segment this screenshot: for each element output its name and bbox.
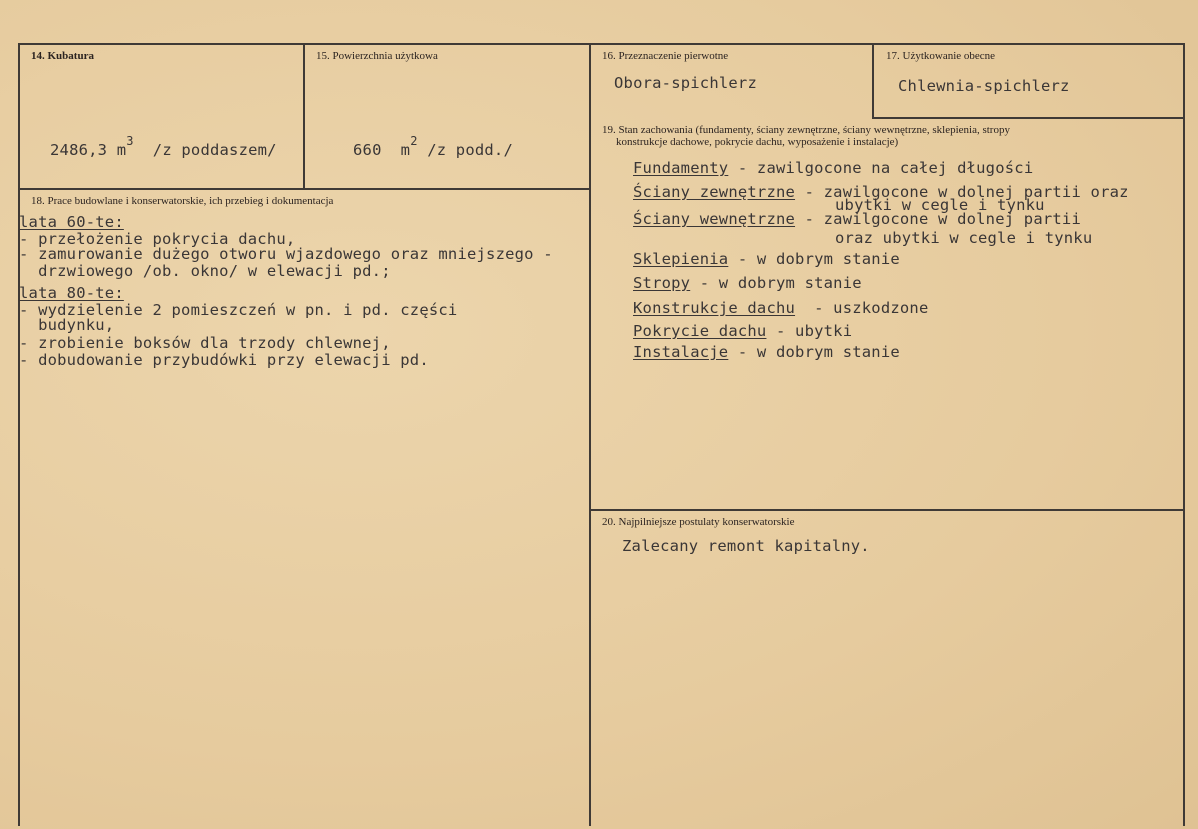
label-prace: 18. Prace budowlane i konserwatorskie, ich przebieg i dokumentacja [31, 195, 334, 207]
divider-19-20 [589, 509, 1183, 511]
prace-heading-80: lata 80-te: [19, 284, 124, 302]
label-powierzchnia: 15. Powierzchnia użytkowa [316, 50, 438, 62]
stan-sciany-wewnetrzne-cont: oraz ubytki w cegle i tynku [835, 229, 1093, 247]
label-uzytkowanie: 17. Użytkowanie obecne [886, 50, 996, 62]
prace-line: - zrobienie boksów dla trzody chlewnej, [19, 334, 391, 352]
stan-sciany-zewnetrzne-cont: ubytki w cegle i tynku [835, 196, 1045, 214]
divider-16-19 [872, 117, 1183, 119]
prace-line: - zamurowanie dużego otworu wjazdowego oraz mniejszego - [19, 245, 553, 263]
divider-14-18 [18, 188, 589, 190]
stan-instalacje: Instalacje - w dobrym stanie [633, 343, 900, 361]
kubatura-value: 2486,3 $m^3$ /z poddaszem/ [50, 134, 277, 159]
stan-fundamenty: Fundamenty - zawilgocone na całej długości [633, 159, 1034, 177]
top-border [18, 43, 1184, 45]
stan-sciany-wewnetrzne: Ściany wewnętrzne - zawilgocone w dolnej partii [633, 210, 1082, 228]
label-przeznaczenie: 16. Przeznaczenie pierwotne [602, 50, 729, 62]
label-stan-2: konstrukcje dachowe, pokrycie dachu, wyposażenie i instalacje) [616, 136, 899, 148]
center-divider [589, 43, 591, 826]
stan-sciany-zewnetrzne: Ściany zewnętrzne - zawilgocone w dolnej partii oraz [633, 183, 1129, 201]
uzytkowanie-value: Chlewnia-spichlerz [898, 77, 1070, 95]
postulaty-value: Zalecany remont kapitalny. [622, 537, 870, 555]
left-border [18, 43, 20, 826]
powierzchnia-value: 660 $m^2$ /z podd./ [353, 134, 513, 159]
prace-line: - wydzielenie 2 pomieszczeń w pn. i pd. części [19, 301, 458, 319]
stan-konstrukcje-dachu: Konstrukcje dachu - uszkodzone [633, 299, 929, 317]
label-postulaty: 20. Najpilniejsze postulaty konserwatorskie [602, 516, 795, 528]
prace-line: - przełożenie pokrycia dachu, [19, 230, 296, 248]
stan-pokrycie-dachu: Pokrycie dachu - ubytki [633, 322, 853, 340]
prace-line: - dobudowanie przybudówki przy elewacji pd. [19, 351, 429, 369]
przeznaczenie-value: Obora-spichlerz [614, 74, 757, 92]
prace-line: budynku, [19, 316, 115, 334]
right-border [1183, 43, 1185, 826]
label-kubatura: 14. Kubatura [31, 50, 94, 62]
prace-heading-60: lata 60-te: [19, 213, 124, 231]
label-stan-1: 19. Stan zachowania (fundamenty, ściany zewnętrzne, ściany wewnętrzne, sklepienia, stropy [602, 124, 1010, 136]
stan-sklepienia: Sklepienia - w dobrym stanie [633, 250, 900, 268]
prace-line: drzwiowego /ob. okno/ w elewacji pd.; [19, 262, 391, 280]
stan-stropy: Stropy - w dobrym stanie [633, 274, 862, 292]
divider-16-17 [872, 43, 874, 118]
divider-14-15 [303, 43, 305, 189]
